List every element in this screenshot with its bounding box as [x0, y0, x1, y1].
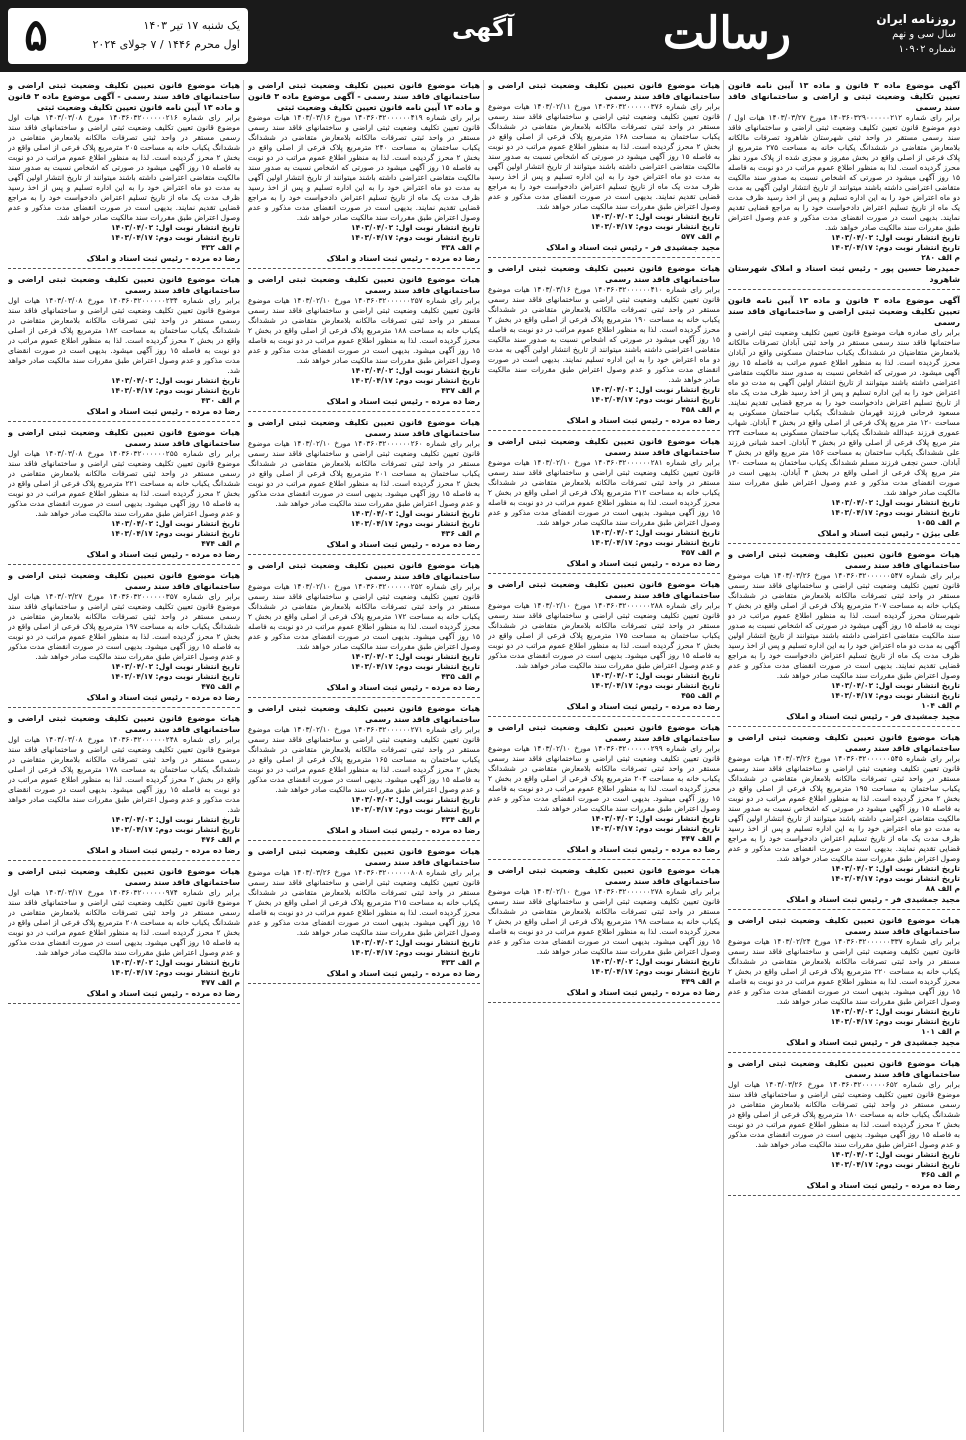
publish-date-first: تاریخ انتشار نوبت اول: ۱۴۰۳/۰۴/۰۲: [831, 864, 960, 873]
notice-signature: رضا ده مرده - رئیس ثبت اسناد و املاک: [566, 416, 720, 425]
notice-block: [488, 865, 720, 998]
column-1: [728, 80, 960, 1432]
publish-date-first: تاریخ انتشار نوبت اول: ۱۴۰۳/۰۴/۰۲: [591, 528, 720, 537]
notice-body: برابر رای شماره ۱۴۰۳۶۰۳۲۰۰۰۰۰۰۲۶۰ مورخ ۱۴۰۳/۰۲/۱۰ هیات موضوع قانون تعیین تکلیف وضعیت ثبتی اراضی و ساختمانهای فاقد سند رسمی مستقر در واحد ثبتی تصرفات مالکانه بلامعارض متقاضی در ششدانگ یکباب ساختمان به مساحت ۲۰۱ مترمربع پلاک فرعی از اصلی واقع در بخش ۲ محرز گردیده است. لذا به منظور اطلاع عموم مراتب در دو نوبت به فاصله ۱۵ روز آگهی میشود. بدیهی است در صورت انقضای مدت مذکور و عدم وصول اعتراض طبق مقررات سند مالکیت صادر خواهد شد.: [248, 439, 480, 508]
notice-divider: [728, 289, 960, 290]
notice-divider: [488, 430, 720, 431]
notice-body: برابر رای شماره ۱۴۰۳۶۰۳۲۰۰۰۰۰۰۲۳۴ مورخ ۱۴۰۳/۰۳/۰۸ هیات اول موضوع قانون تعیین تکلیف وضعیت ثبتی اراضی و ساختمانهای فاقد سند رسمی مستقر در واحد ثبتی تصرفات مالکانه بلامعارض متقاضی در ششدانگ یکباب ساختمان به مساحت ۱۸۲ مترمربع پلاک فرعی از اصلی واقع در بخش ۲ محرز گردیده است. لذا به منظور اطلاع عموم مراتب در دو نوبت به فاصله ۱۵ روز آگهی میشود. بدیهی است در صورت انقضای مدت مذکور و عدم وصول اعتراض طبق مقررات سند مالکیت صادر خواهد شد.: [8, 296, 240, 375]
page-info-box: [8, 8, 248, 64]
publish-date-first: تاریخ انتشار نوبت اول: ۱۴۰۳/۰۴/۰۲: [591, 385, 720, 394]
notice-block: [488, 579, 720, 712]
notice-reference: م الف ۴۴۹: [681, 977, 720, 986]
publish-date-second: تاریخ انتشار نوبت دوم: ۱۴۰۳/۰۴/۱۷: [830, 1017, 960, 1026]
notice-block: [488, 722, 720, 855]
notice-block: [8, 427, 240, 560]
notice-block: [8, 713, 240, 856]
notice-reference: م الف ۴۷۷: [201, 978, 240, 987]
masthead: [0, 0, 966, 72]
notice-body: برابر رای شماره ۱۴۰۳۶۰۳۲۰۰۰۰۰۰۴۱۹ مورخ ۱۴۰۳/۰۳/۱۶ هیات موضوع قانون تعیین تکلیف وضعیت ثبتی اراضی و ساختمانهای فاقد سند رسمی مستقر در واحد ثبتی تصرفات مالکانه بلامعارض متقاضی در ششدانگ یکباب ساختمان به مساحت ۲۴۰ مترمربع پلاک فرعی از اصلی واقع در بخش ۲ محرز گردیده است. لذا به منظور اطلاع عموم مراتب در دو نوبت به فاصله ۱۵ روز آگهی میشود در صورتی که اشخاص نسبت به صدور سند مالکیت متقاضی اعتراضی داشته باشند میتوانند از تاریخ انتشار اولین آگهی به مدت دو ماه اعتراض خود را به این اداره تسلیم و پس از اخذ رسید ظرف مدت یک ماه از تاریخ تسلیم اعتراض دادخواست خود را به مراجع قضایی تقدیم نمایند. بدیهی است در صورت انقضای مدت مذکور و عدم وصول اعتراض طبق مقررات سند مالکیت صادر خواهد شد.: [248, 113, 480, 222]
publish-date-first: تاریخ انتشار نوبت اول: ۱۴۰۳/۰۴/۰۲: [591, 671, 720, 680]
columns-area: [6, 80, 960, 1432]
notice-body: برابر رای شماره ۱۴۰۳۶۰۳۲۰۰۰۰۰۰۲۴۸ مورخ ۱۴۰۳/۰۳/۰۸ هیات اول موضوع قانون تعیین تکلیف وضعیت ثبتی اراضی و ساختمانهای فاقد سند رسمی مستقر در واحد ثبتی تصرفات مالکانه بلامعارض متقاضی در ششدانگ یکباب ساختمان به مساحت ۱۷۸ مترمربع پلاک فرعی از اصلی واقع در بخش ۲ محرز گردیده است. لذا به منظور اطلاع عموم مراتب در دو نوبت به فاصله ۱۵ روز آگهی میشود. بدیهی است در صورت انقضای مدت مذکور و عدم وصول اعتراض طبق مقررات سند مالکیت صادر خواهد شد.: [8, 735, 240, 814]
notice-body: برابر رای شماره ۱۴۰۳۶۰۳۲۰۰۰۰۰۰۵۴۷ مورخ ۱۴۰۳/۰۳/۲۶ هیات موضوع قانون تعیین تکلیف وضعیت ثبتی اراضی و ساختمانهای فاقد سند رسمی مستقر در واحد ثبتی تصرفات مالکانه بلامعارض متقاضی در ششدانگ یکباب خانه به مساحت ۲۰۷ مترمربع پلاک فرعی از اصلی واقع در بخش ۲ شهرستان محرز گردیده است. لذا به منظور اطلاع عموم مراتب در دو نوبت به فاصله ۱۵ روز آگهی میشود در صورتی که اشخاص نسبت به صدور سند مالکیت متقاضی اعتراضی داشته باشند میتوانند از تاریخ انتشار اولین آگهی به مدت دو ماه اعتراض خود را به این اداره تسلیم و پس از اخذ رسید ظرف مدت یک ماه از تاریخ تسلیم اعتراض دادخواست خود را به مراجع قضایی تقدیم نمایند. بدیهی است در صورت انقضای مدت مذکور و عدم وصول اعتراض طبق مقررات سند مالکیت صادر خواهد شد.: [728, 571, 960, 680]
notice-reference: م الف ۴۷۶: [201, 835, 240, 844]
publish-date-first: تاریخ انتشار نوبت اول: ۱۴۰۳/۰۴/۰۲: [591, 212, 720, 221]
notice-heading: هیات موضوع قانون تعیین تکلیف وضعیت ثبتی اراضی و ساختمانهای فاقد سند رسمی: [488, 437, 720, 457]
publish-date-second: تاریخ انتشار نوبت دوم: ۱۴۰۳/۰۴/۱۷: [830, 1160, 960, 1169]
notice-body: برابر رای شماره ۱۴۰۳۶۰۳۲۰۰۰۰۰۰۹۷۴ مورخ ۱۴۰۳/۰۳/۱۷ هیات اول موضوع قانون تعیین تکلیف وضعیت ثبتی اراضی و ساختمانهای فاقد سند رسمی مستقر در واحد ثبتی تصرفات مالکانه بلامعارض متقاضی در ششدانگ یکباب خانه به مساحت ۲۰۸ مترمربع پلاک فرعی از اصلی واقع در بخش ۲ محرز گردیده است. لذا به منظور اطلاع عموم مراتب در دو نوبت به فاصله ۱۵ روز آگهی میشود. بدیهی است در صورت انقضای مدت مذکور و عدم وصول اعتراض طبق مقررات سند مالکیت صادر خواهد شد.: [8, 888, 240, 957]
column-divider: [723, 80, 724, 1432]
newspaper-logo: رسالت: [662, 8, 791, 59]
notice-signature: رضا ده مرده - رئیس ثبت اسناد و املاک: [326, 683, 480, 692]
publish-date-second: تاریخ انتشار نوبت دوم: ۱۴۰۳/۰۴/۱۷: [830, 874, 960, 883]
notice-signature: رضا ده مرده - رئیس ثبت اسناد و املاک: [86, 407, 240, 416]
notice-block: [8, 570, 240, 703]
notice-reference: م الف ۴۳۸: [441, 243, 480, 252]
notice-reference: م الف ۴۳۷: [441, 386, 480, 395]
notice-reference: م الف ۴۳۰: [201, 396, 240, 405]
notice-signature: رضا ده مرده - رئیس ثبت اسناد و املاک: [326, 540, 480, 549]
notice-signature: رضا ده مرده - رئیس ثبت اسناد و املاک: [326, 254, 480, 263]
publish-date-first: تاریخ انتشار نوبت اول: ۱۴۰۳/۰۴/۰۲: [351, 366, 480, 375]
notice-signature: رضا ده مرده - رئیس ثبت اسناد و املاک: [86, 550, 240, 559]
notice-heading: هیات موضوع قانون تعیین تکلیف وضعیت ثبتی اراضی و ساختمانهای فاقد سند رسمی: [488, 723, 720, 743]
notice-block: [248, 417, 480, 550]
publish-date-first: تاریخ انتشار نوبت اول: ۱۴۰۳/۰۴/۰۲: [831, 233, 960, 242]
notice-heading: هیات موضوع قانون تعیین تکلیف وضعیت ثبتی اراضی و ساختمانهای فاقد سند رسمی: [488, 264, 720, 284]
publish-date-second: تاریخ انتشار نوبت دوم: ۱۴۰۳/۰۴/۱۷: [830, 691, 960, 700]
notice-signature: مجید جمشیدی فر - رئیس ثبت اسناد و املاک: [546, 243, 720, 252]
notice-divider: [8, 421, 240, 422]
notice-heading: هیات موضوع قانون تعیین تکلیف وضعیت ثبتی اراضی و ساختمانهای فاقد سند رسمی: [488, 866, 720, 886]
publish-date-first: تاریخ انتشار نوبت اول: ۱۴۰۳/۰۴/۰۲: [111, 519, 240, 528]
notice-signature: حمیدرضا حسین پور - رئیس ثبت اسناد و املاک شهرستان شاهرود: [728, 264, 960, 284]
notice-heading: هیات موضوع قانون تعیین تکلیف وضعیت ثبتی اراضی و ساختمانهای فاقد سند رسمی: [488, 81, 720, 101]
publish-date-first: تاریخ انتشار نوبت اول: ۱۴۰۳/۰۴/۰۲: [351, 938, 480, 947]
notice-signature: رضا ده مرده - رئیس ثبت اسناد و املاک: [326, 969, 480, 978]
publish-date-second: تاریخ انتشار نوبت دوم: ۱۴۰۳/۰۴/۱۷: [110, 529, 240, 538]
notice-divider: [248, 840, 480, 841]
year-label: سال سی و نهم: [892, 29, 956, 40]
publish-date-second: تاریخ انتشار نوبت دوم: ۱۴۰۳/۰۴/۱۷: [350, 662, 480, 671]
notice-block: [728, 295, 960, 539]
notice-block: [488, 263, 720, 426]
issue-label: شماره ۱۰۹۰۲: [898, 44, 956, 55]
brand-name: روزنامه ایران: [876, 12, 956, 26]
publish-date-first: تاریخ انتشار نوبت اول: ۱۴۰۳/۰۴/۰۲: [591, 814, 720, 823]
publish-date-first: تاریخ انتشار نوبت اول: ۱۴۰۳/۰۴/۰۲: [831, 681, 960, 690]
notice-heading: هیات موضوع قانون تعیین تکلیف وضعیت ثبتی اراضی و ساختمانهای فاقد سند رسمی: [728, 916, 960, 936]
notice-signature: رضا ده مرده - رئیس ثبت اسناد و املاک: [566, 559, 720, 568]
publish-date-first: تاریخ انتشار نوبت اول: ۱۴۰۳/۰۴/۰۲: [831, 1150, 960, 1159]
notice-heading: هیات موضوع قانون تعیین تکلیف وضعیت ثبتی اراضی و ساختمانهای فاقد سند رسمی: [8, 867, 240, 887]
notice-divider: [488, 573, 720, 574]
notice-signature: مجید جمشیدی فر - رئیس ثبت اسناد و املاک: [786, 895, 960, 904]
publish-date-second: تاریخ انتشار نوبت دوم: ۱۴۰۳/۰۴/۱۷: [350, 948, 480, 957]
publish-date-second: تاریخ انتشار نوبت دوم: ۱۴۰۳/۰۴/۱۷: [830, 243, 960, 252]
notice-block: [8, 80, 240, 264]
notice-body: برابر رای شماره ۱۴۰۳۶۰۳۲۰۰۰۰۰۰۲۸۱ مورخ ۱۴۰۳/۰۲/۱۰ هیات موضوع قانون تعیین تکلیف وضعیت ثبتی اراضی و ساختمانهای فاقد سند رسمی مستقر در واحد ثبتی تصرفات مالکانه بلامعارض متقاضی در ششدانگ یکباب خانه به مساحت ۲۱۲ مترمربع پلاک فرعی از اصلی واقع در بخش ۲ محرز گردیده است. لذا به منظور اطلاع عموم مراتب در دو نوبت به فاصله ۱۵ روز آگهی میشود. بدیهی است در صورت انقضای مدت مذکور و عدم وصول اعتراض طبق مقررات سند مالکیت صادر خواهد شد.: [488, 458, 720, 527]
notice-reference: م الف ۴۷۵: [201, 682, 240, 691]
publish-date-first: تاریخ انتشار نوبت اول: ۱۴۰۳/۰۴/۰۲: [111, 815, 240, 824]
page-number: ۵: [24, 10, 48, 61]
notice-heading: هیات موضوع قانون تعیین تکلیف وضعیت ثبتی اراضی و ساختمانهای فاقد سند رسمی: [8, 571, 240, 591]
date-block: [60, 16, 240, 54]
notice-signature: رضا ده مرده - رئیس ثبت اسناد و املاک: [86, 693, 240, 702]
publish-date-first: تاریخ انتشار نوبت اول: ۱۴۰۳/۰۴/۰۲: [111, 662, 240, 671]
notice-divider: [488, 716, 720, 717]
notice-reference: م الف ۴۳۲: [201, 243, 240, 252]
notice-heading: هیات موضوع قانون تعیین تکلیف وضعیت ثبتی اراضی و ساختمانهای فاقد سند رسمی: [8, 275, 240, 295]
notice-body: برابر رای شماره ۱۴۰۳۶۰۳۲۰۰۰۰۰۰۲۵۲ مورخ ۱۴۰۳/۰۲/۱۰ هیات موضوع قانون تعیین تکلیف وضعیت ثبتی اراضی و ساختمانهای فاقد سند رسمی مستقر در واحد ثبتی تصرفات مالکانه بلامعارض متقاضی در ششدانگ یکباب خانه به مساحت ۱۷۲ مترمربع پلاک فرعی از اصلی واقع در بخش ۲ محرز گردیده است. لذا به منظور اطلاع عموم مراتب در دو نوبت به فاصله ۱۵ روز آگهی میشود. بدیهی است در صورت انقضای مدت مذکور و عدم وصول اعتراض طبق مقررات سند مالکیت صادر خواهد شد.: [248, 582, 480, 651]
notice-body: برابر رای شماره ۱۴۰۳۶۰۳۲۰۰۰۰۰۰۸۰۸ مورخ ۱۴۰۳/۰۳/۲۶ هیات موضوع قانون تعیین تکلیف وضعیت ثبتی اراضی و ساختمانهای فاقد سند رسمی مستقر در واحد ثبتی تصرفات مالکانه بلامعارض متقاضی در ششدانگ یکباب خانه به مساحت ۲۱۵ مترمربع پلاک فرعی از اصلی واقع در بخش ۲ محرز گردیده است. لذا به منظور اطلاع عموم مراتب در دو نوبت به فاصله ۱۵ روز آگهی میشود. بدیهی است در صورت انقضای مدت مذکور و عدم وصول اعتراض طبق مقررات سند مالکیت صادر خواهد شد.: [248, 868, 480, 937]
notice-heading: هیات موضوع قانون تعیین تکلیف وضعیت ثبتی اراضی و ساختمانهای فاقد سند رسمی: [248, 704, 480, 724]
notice-divider: [728, 1052, 960, 1053]
publish-date-first: تاریخ انتشار نوبت اول: ۱۴۰۳/۰۴/۰۲: [351, 652, 480, 661]
notice-reference: م الف ۲۸۰: [921, 253, 960, 262]
notice-body: برابر رای شماره ۱۴۰۳۶۰۳۲۰۰۰۰۰۰۳۳۷ مورخ ۱۴۰۳/۰۲/۲۴ هیات موضوع قانون تعیین تکلیف وضعیت ثبتی اراضی و ساختمانهای فاقد سند رسمی مستقر در واحد ثبتی تصرفات مالکانه بلامعارض متقاضی در ششدانگ یکباب خانه به مساحت ۲۲۰ مترمربع پلاک فرعی از اصلی واقع در بخش ۲ محرز گردیده است. لذا به منظور اطلاع عموم مراتب در دو نوبت به فاصله ۱۵ روز آگهی میشود. بدیهی است در صورت انقضای مدت مذکور و عدم وصول اعتراض طبق مقررات سند مالکیت صادر خواهد شد.: [728, 937, 960, 1006]
publish-date-second: تاریخ انتشار نوبت دوم: ۱۴۰۳/۰۴/۱۷: [110, 386, 240, 395]
notice-body: برابر رای شماره ۱۴۰۳۶۰۳۲۰۰۰۰۰۰۲۵۷ مورخ ۱۴۰۳/۰۲/۱۰ هیات موضوع قانون تعیین تکلیف وضعیت ثبتی اراضی و ساختمانهای فاقد سند رسمی مستقر در واحد ثبتی تصرفات مالکانه بلامعارض متقاضی در ششدانگ یکباب خانه به مساحت ۱۸۸ مترمربع پلاک فرعی از اصلی واقع در بخش ۲ محرز گردیده است. لذا به منظور اطلاع عموم مراتب در دو نوبت به فاصله ۱۵ روز آگهی میشود. بدیهی است در صورت انقضای مدت مذکور و عدم وصول اعتراض طبق مقررات سند مالکیت صادر خواهد شد.: [248, 296, 480, 365]
notice-block: [8, 274, 240, 417]
publish-date-second: تاریخ انتشار نوبت دوم: ۱۴۰۳/۰۴/۱۷: [350, 233, 480, 242]
notice-block: [728, 915, 960, 1048]
notice-divider: [8, 1003, 240, 1004]
notice-heading: آگهی موضوع ماده ۳ قانون و ماده ۱۳ آیین نامه قانون تعیین تکلیف وضعیت ثبتی و اراضی و ساختمانهای فاقد سند رسمی: [728, 81, 960, 112]
notice-body: برابر رای شماره ۱۴۰۳۶۰۳۲۰۰۰۰۰۰۶۵۲ مورخ ۱۴۰۳/۰۳/۲۶ هیات اول موضوع قانون تعیین تکلیف وضعیت ثبتی اراضی و ساختمانهای فاقد سند رسمی مستقر در واحد ثبتی تصرفات مالکانه بلامعارض متقاضی در ششدانگ یکباب خانه به مساحت ۱۸۰ مترمربع پلاک فرعی از اصلی واقع در بخش ۲ محرز گردیده است. لذا به منظور اطلاع عموم مراتب در دو نوبت به فاصله ۱۵ روز آگهی میشود. بدیهی است در صورت انقضای مدت مذکور و عدم وصول اعتراض طبق مقررات سند مالکیت صادر خواهد شد.: [728, 1080, 960, 1149]
notice-block: [488, 436, 720, 569]
notice-block: [728, 549, 960, 722]
notice-divider: [728, 1195, 960, 1196]
notice-reference: م الف ۴۵۷: [681, 548, 720, 557]
publish-date-second: تاریخ انتشار نوبت دوم: ۱۴۰۳/۰۴/۱۷: [110, 233, 240, 242]
notice-signature: رضا ده مرده - رئیس ثبت اسناد و املاک: [86, 846, 240, 855]
publish-date-second: تاریخ انتشار نوبت دوم: ۱۴۰۳/۰۴/۱۷: [110, 825, 240, 834]
notice-block: [728, 732, 960, 905]
publish-date-first: تاریخ انتشار نوبت اول: ۱۴۰۳/۰۴/۰۲: [831, 498, 960, 507]
notice-signature: مجید جمشیدی فر - رئیس ثبت اسناد و املاک: [786, 1038, 960, 1047]
column-2: [488, 80, 720, 1432]
notice-reference: م الف ۱۰۵۵: [916, 518, 960, 527]
notice-signature: مجید جمشیدی فر - رئیس ثبت اسناد و املاک: [786, 712, 960, 721]
notice-reference: م الف ۴۴۷: [681, 834, 720, 843]
notice-block: [248, 274, 480, 407]
publish-date-second: تاریخ انتشار نوبت دوم: ۱۴۰۳/۰۴/۱۷: [590, 538, 720, 547]
column-divider: [483, 80, 484, 1432]
notice-signature: رضا ده مرده - رئیس ثبت اسناد و املاک: [566, 845, 720, 854]
notice-block: [248, 560, 480, 693]
publish-date-first: تاریخ انتشار نوبت اول: ۱۴۰۳/۰۴/۰۲: [351, 509, 480, 518]
notice-heading: هیات موضوع قانون تعیین تکلیف وضعیت ثبتی اراضی و ساختمانهای فاقد سند رسمی: [248, 418, 480, 438]
notice-heading: هیات موضوع قانون تعیین تکلیف وضعیت ثبتی اراضی و ساختمانهای فاقد سند رسمی: [248, 275, 480, 295]
notice-heading: هیات موضوع قانون تعیین تکلیف وضعیت ثبتی اراضی و ساختمانهای فاقد سند رسمی: [248, 847, 480, 867]
notice-body: برابر رای شماره ۱۴۰۳۶۰۳۲۰۰۰۰۰۰۴۱۰ مورخ ۱۴۰۳/۰۳/۱۶ هیات موضوع قانون تعیین تکلیف وضعیت ثبتی اراضی و ساختمانهای فاقد سند رسمی مستقر در واحد ثبتی تصرفات مالکانه بلامعارض متقاضی در ششدانگ یکباب خانه به مساحت ۱۹۰ مترمربع پلاک فرعی از اصلی واقع در بخش ۲ محرز گردیده است. لذا به منظور اطلاع عموم مراتب در دو نوبت به فاصله ۱۵ روز آگهی میشود در صورتی که اشخاص نسبت به صدور سند مالکیت متقاضی اعتراضی داشته باشند میتوانند از تاریخ انتشار اولین آگهی به مدت دو ماه اعتراض خود را به این اداره تسلیم نمایند. بدیهی است در صورت انقضای مدت مذکور و عدم وصول اعتراض طبق مقررات سند مالکیت صادر خواهد شد.: [488, 285, 720, 384]
notice-signature: رضا ده مرده - رئیس ثبت اسناد و املاک: [326, 397, 480, 406]
publish-date-second: تاریخ انتشار نوبت دوم: ۱۴۰۳/۰۴/۱۷: [590, 824, 720, 833]
notice-body: برابر رای شماره ۱۴۰۳۶۰۳۲۰۰۰۰۰۰۵۴۵ مورخ ۱۴۰۳/۰۳/۲۶ هیات موضوع قانون تعیین تکلیف وضعیت ثبتی اراضی و ساختمانهای فاقد سند رسمی مستقر در واحد ثبتی تصرفات مالکانه بلامعارض متقاضی در ششدانگ یکباب ساختمان به مساحت ۱۹۵ مترمربع پلاک فرعی از اصلی واقع در بخش ۲ محرز گردیده است. لذا به منظور اطلاع عموم مراتب در دو نوبت به فاصله ۱۵ روز آگهی میشود در صورتی که اشخاص نسبت به صدور سند مالکیت متقاضی اعتراضی داشته باشند میتوانند از تاریخ انتشار اولین آگهی به مدت دو ماه اعتراض خود را به این اداره تسلیم و پس از اخذ رسید ظرف مدت یک ماه از تاریخ تسلیم اعتراض دادخواست خود را به مراجع قضایی تقدیم نمایند. بدیهی است در صورت انقضای مدت مذکور و عدم وصول اعتراض طبق مقررات سند مالکیت صادر خواهد شد.: [728, 754, 960, 863]
notice-reference: م الف ۴۳۶: [441, 529, 480, 538]
notice-body: برابر رای شماره ۱۴۰۳۶۰۳۲۰۰۰۰۰۰۲۷۸ مورخ ۱۴۰۳/۰۲/۱۰ هیات موضوع قانون تعیین تکلیف وضعیت ثبتی اراضی و ساختمانهای فاقد سند رسمی مستقر در واحد ثبتی تصرفات مالکانه بلامعارض متقاضی در ششدانگ یکباب خانه به مساحت ۱۹۸ مترمربع پلاک فرعی از اصلی واقع در بخش ۲ محرز گردیده است. لذا به منظور اطلاع عموم مراتب در دو نوبت به فاصله ۱۵ روز آگهی میشود. بدیهی است در صورت انقضای مدت مذکور و عدم وصول اعتراض طبق مقررات سند مالکیت صادر خواهد شد.: [488, 887, 720, 956]
publish-date-second: تاریخ انتشار نوبت دوم: ۱۴۰۳/۰۴/۱۷: [590, 681, 720, 690]
notice-signature: رضا ده مرده - رئیس ثبت اسناد و املاک: [326, 826, 480, 835]
publish-date-first: تاریخ انتشار نوبت اول: ۱۴۰۳/۰۴/۰۲: [351, 223, 480, 232]
publish-date-first: تاریخ انتشار نوبت اول: ۱۴۰۳/۰۴/۰۲: [111, 376, 240, 385]
notice-divider: [248, 697, 480, 698]
notice-body: برابر رای شماره ۱۴۰۳۶۰۳۲۰۰۰۰۰۰۲۹۹ مورخ ۱۴۰۳/۰۲/۱۰ هیات موضوع قانون تعیین تکلیف وضعیت ثبتی اراضی و ساختمانهای فاقد سند رسمی مستقر در واحد ثبتی تصرفات مالکانه بلامعارض متقاضی در ششدانگ یکباب خانه به مساحت ۲۰۳ مترمربع پلاک فرعی از اصلی واقع در بخش ۲ محرز گردیده است. لذا به منظور اطلاع عموم مراتب در دو نوبت به فاصله ۱۵ روز آگهی میشود. بدیهی است در صورت انقضای مدت مذکور و عدم وصول اعتراض طبق مقررات سند مالکیت صادر خواهد شد.: [488, 744, 720, 813]
publish-date-second: تاریخ انتشار نوبت دوم: ۱۴۰۳/۰۴/۱۷: [110, 672, 240, 681]
notice-reference: م الف ۱۰۴: [921, 701, 960, 710]
notice-reference: م الف ۴۳۳: [441, 958, 480, 967]
notice-block: [248, 846, 480, 979]
notice-signature: رضا ده مرده - رئیس ثبت اسناد و املاک: [806, 1181, 960, 1190]
notice-reference: م الف ۱۰۱: [921, 1027, 960, 1036]
notice-divider: [488, 1002, 720, 1003]
publish-date-first: تاریخ انتشار نوبت اول: ۱۴۰۳/۰۴/۰۲: [831, 1007, 960, 1016]
notice-heading: هیات موضوع قانون تعیین تکلیف وضعیت ثبتی اراضی و ساختمانهای فاقد سند رسمی: [8, 714, 240, 734]
notice-signature: رضا ده مرده - رئیس ثبت اسناد و املاک: [566, 988, 720, 997]
notice-heading: هیات موضوع قانون تعیین تکلیف وضعیت ثبتی اراضی و ساختمانهای فاقد سند رسمی: [728, 733, 960, 753]
notice-divider: [8, 268, 240, 269]
publish-date-second: تاریخ انتشار نوبت دوم: ۱۴۰۳/۰۴/۱۷: [590, 222, 720, 231]
notice-heading: آگهی موضوع ماده ۳ قانون و ماده ۱۳ آیین نامه قانون تعیین تکلیف وضعیت ثبتی اراضی و ساختمانهای فاقد سند رسمی: [728, 296, 960, 327]
notice-heading: هیات موضوع قانون تعیین تکلیف وضعیت ثبتی اراضی و ساختمانهای فاقد سند رسمی: [488, 580, 720, 600]
publish-date-second: تاریخ انتشار نوبت دوم: ۱۴۰۳/۰۴/۱۷: [110, 968, 240, 977]
notice-signature: رضا ده مرده - رئیس ثبت اسناد و املاک: [86, 254, 240, 263]
publish-date-second: تاریخ انتشار نوبت دوم: ۱۴۰۳/۰۴/۱۷: [590, 967, 720, 976]
notice-divider: [248, 411, 480, 412]
date-other: اول محرم ۱۴۴۶ / ۷ جولای ۲۰۲۴: [92, 38, 240, 51]
notice-body: برابر رای صادره هیات موضوع قانون تعیین تکلیف وضعیت ثبتی اراضی و ساختمانها فاقد سند رسمی مستقر در واحد ثبتی آبادان تصرفات مالکانه بلامعارض متقاضیان در ششدانگ یکباب ساختمان مسکونی واقع در آبادان محرز گردیده است. لذا به منظور اطلاع عموم مراتب به فاصله ۱۵ روز آگهی میشود. در صورتی که اشخاص نسبت به صدور سند مالکیت متقاضی اعتراضی داشته باشند میتوانند از تاریخ انتشار اولین آگهی به مدت دو ماه اعتراض خود را به این اداره تسلیم و پس از اخذ رسید ظرف مدت یک ماه از تاریخ تسلیم اعتراض دادخواست خود را به مرجع قضایی تقدیم نمایند. مسعود فرحانی فرزند قهرمان ششدانگ یکباب ساختمان مسکونی به مساحت ۱۲۰ متر مربع پلاک فرعی از اصلی واقع در بخش ۳ آبادان. شهاب عموری فرزند عبدالله ششدانگ یکباب ساختمان مسکونی به مساحت ۲۲۴ متر مربع پلاک فرعی از اصلی واقع در بخش ۳ آبادان. احمد شبانی فرزند علی ششدانگ یکباب ساختمان به مساحت ۱۵۶ متر مربع واقع در بخش ۳ آبادان. حسن نجفی فرزند مسلم ششدانگ یکباب ساختمان به مساحت ۱۳۰ متر مربع پلاک فرعی از اصلی واقع در بخش ۳ آبادان. بدیهی است در صورت انقضای مدت مذکور و عدم وصول اعتراض طبق مقررات سند مالکیت صادر خواهد شد.: [728, 328, 960, 497]
notice-divider: [728, 909, 960, 910]
notice-divider: [8, 860, 240, 861]
notice-reference: م الف ۸۸: [925, 884, 960, 893]
notice-heading: هیات موضوع قانون تعیین تکلیف وضعیت ثبتی اراضی و ساختمانهای فاقد سند رسمی - آگهی موضوع ماده ۳ قانون و ماده ۱۳ آیین نامه قانون تعیین تکلیف وضعیت ثبتی: [248, 81, 480, 112]
column-divider: [243, 80, 244, 1432]
notice-divider: [488, 859, 720, 860]
publish-date-second: تاریخ انتشار نوبت دوم: ۱۴۰۳/۰۴/۱۷: [830, 508, 960, 517]
section-title: آگهی: [451, 14, 515, 42]
notice-block: [728, 80, 960, 285]
notice-divider: [488, 257, 720, 258]
notice-divider: [248, 983, 480, 984]
notice-body: برابر رای شماره ۱۴۰۳۶۰۳۲۰۰۰۰۰۰۲۵۵ مورخ ۱۴۰۳/۰۳/۰۸ هیات اول موضوع قانون تعیین تکلیف وضعیت ثبتی اراضی و ساختمانهای فاقد سند رسمی مستقر در واحد ثبتی تصرفات مالکانه بلامعارض متقاضی در ششدانگ یکباب خانه به مساحت ۲۲۱ مترمربع پلاک فرعی از اصلی واقع در بخش ۲ محرز گردیده است. لذا به منظور اطلاع عموم مراتب در دو نوبت به فاصله ۱۵ روز آگهی میشود. بدیهی است در صورت انقضای مدت مذکور و عدم وصول اعتراض طبق مقررات سند مالکیت صادر خواهد شد.: [8, 449, 240, 518]
notice-body: برابر رای شماره ۱۴۰۳۶۰۳۲۹۰۰۰۰۰۰۲۱۲ مورخ ۱۴۰۳/۰۳/۲۷ هیات اول / دوم موضوع قانون تعیین تکلیف وضعیت ثبتی اراضی و ساختمانهای فاقد سند رسمی مستقر در واحد ثبتی شهرستان شاهرود تصرفات مالکانه بلامعارض متقاضی در ششدانگ یکباب خانه به مساحت ۲۷۵ مترمربع از پلاک فرعی از اصلی واقع در بخش مفروز و مجزی شده از پلاک مورد نظر محرز گردیده است. لذا به منظور اطلاع عموم مراتب در دو نوبت به فاصله ۱۵ روز آگهی میشود در صورتی که اشخاص نسبت به صدور سند مالکیت متقاضی اعتراضی داشته باشند میتوانند از تاریخ انتشار اولین آگهی به مدت دو ماه اعتراض خود را به این اداره تسلیم و پس از اخذ رسید ظرف مدت یک ماه از تاریخ تسلیم اعتراض دادخواست خود را به مراجع قضایی تقدیم نمایند. بدیهی است در صورت انقضای مدت مذکور و عدم وصول اعتراض طبق مقررات سند مالکیت صادر خواهد شد.: [728, 113, 960, 232]
publish-date-first: تاریخ انتشار نوبت اول: ۱۴۰۳/۰۴/۰۲: [591, 957, 720, 966]
notice-reference: م الف ۵۷۷: [681, 232, 720, 241]
notice-reference: م الف ۴۵۸: [681, 405, 720, 414]
notice-reference: م الف ۴۳۵: [441, 672, 480, 681]
column-4: [8, 80, 240, 1432]
notice-block: [488, 80, 720, 253]
notice-block: [248, 80, 480, 264]
notice-block: [248, 703, 480, 836]
date-persian: یک شنبه ۱۷ تیر ۱۴۰۳: [143, 19, 240, 32]
notice-divider: [728, 543, 960, 544]
notice-divider: [728, 726, 960, 727]
notice-body: برابر رای شماره ۱۴۰۳۶۰۳۲۰۰۰۰۰۰۲۱۶ مورخ ۱۴۰۳/۰۳/۰۸ هیات اول موضوع قانون تعیین تکلیف وضعیت ثبتی اراضی و ساختمانهای فاقد سند رسمی مستقر در واحد ثبتی تصرفات مالکانه بلامعارض متقاضی در ششدانگ یکباب خانه به مساحت ۲۰۵ مترمربع پلاک فرعی از اصلی واقع در بخش ۲ محرز گردیده است. لذا به منظور اطلاع عموم مراتب در دو نوبت به فاصله ۱۵ روز آگهی میشود در صورتی که اشخاص نسبت به صدور سند مالکیت متقاضی اعتراضی داشته باشند میتوانند از تاریخ انتشار اولین آگهی به مدت دو ماه اعتراض خود را به این اداره تسلیم و پس از اخذ رسید ظرف مدت یک ماه از تاریخ تسلیم اعتراض دادخواست خود را به مراجع قضایی تقدیم نمایند. بدیهی است در صورت انقضای مدت مذکور و عدم وصول اعتراض طبق مقررات سند مالکیت صادر خواهد شد.: [8, 113, 240, 222]
notice-block: [8, 866, 240, 999]
notice-heading: هیات موضوع قانون تعیین تکلیف وضعیت ثبتی اراضی و ساختمانهای فاقد سند رسمی: [248, 561, 480, 581]
notice-heading: هیات موضوع قانون تعیین تکلیف وضعیت ثبتی اراضی و ساختمانهای فاقد سند رسمی: [728, 1059, 960, 1079]
publish-date-second: تاریخ انتشار نوبت دوم: ۱۴۰۳/۰۴/۱۷: [590, 395, 720, 404]
notice-reference: م الف ۴۳۴: [441, 815, 480, 824]
publish-date-first: تاریخ انتشار نوبت اول: ۱۴۰۳/۰۴/۰۲: [351, 795, 480, 804]
publish-date-second: تاریخ انتشار نوبت دوم: ۱۴۰۳/۰۴/۱۷: [350, 519, 480, 528]
notice-heading: هیات موضوع قانون تعیین تکلیف وضعیت ثبتی اراضی و ساختمانهای فاقد سند رسمی: [8, 428, 240, 448]
notice-divider: [8, 564, 240, 565]
publish-date-first: تاریخ انتشار نوبت اول: ۱۴۰۳/۰۴/۰۲: [111, 958, 240, 967]
notice-divider: [248, 268, 480, 269]
notice-signature: رضا ده مرده - رئیس ثبت اسناد و املاک: [566, 702, 720, 711]
notice-divider: [8, 707, 240, 708]
notice-signature: رضا ده مرده - رئیس ثبت اسناد و املاک: [86, 989, 240, 998]
notice-block: [728, 1058, 960, 1191]
publish-date-first: تاریخ انتشار نوبت اول: ۱۴۰۳/۰۴/۰۲: [111, 223, 240, 232]
notice-reference: م الف ۴۷۴: [201, 539, 240, 548]
notice-body: برابر رای شماره ۱۴۰۳۶۰۳۲۰۰۰۰۰۰۳۵۷ مورخ ۱۴۰۳/۰۳/۲۷ هیات اول موضوع قانون تعیین تکلیف وضعیت ثبتی اراضی و ساختمانهای فاقد سند رسمی مستقر در واحد ثبتی تصرفات مالکانه بلامعارض متقاضی در ششدانگ یکباب خانه به مساحت ۱۹۷ مترمربع پلاک فرعی از اصلی واقع در بخش ۲ محرز گردیده است. لذا به منظور اطلاع عموم مراتب در دو نوبت به فاصله ۱۵ روز آگهی میشود. بدیهی است در صورت انقضای مدت مذکور و عدم وصول اعتراض طبق مقررات سند مالکیت صادر خواهد شد.: [8, 592, 240, 661]
notice-body: برابر رای شماره ۱۴۰۳۶۰۳۲۰۰۰۰۰۰۳۷۶ مورخ ۱۴۰۳/۰۲/۱۱ هیات موضوع قانون تعیین تکلیف وضعیت ثبتی اراضی و ساختمانهای فاقد سند رسمی مستقر در واحد ثبتی تصرفات مالکانه بلامعارض متقاضی در ششدانگ یکباب ساختمان به مساحت ۱۶۸ مترمربع پلاک فرعی از اصلی واقع در بخش ۲ محرز گردیده است. لذا به منظور اطلاع عموم مراتب در دو نوبت به فاصله ۱۵ روز آگهی میشود در صورتی که اشخاص نسبت به صدور سند مالکیت متقاضی اعتراضی داشته باشند میتوانند از تاریخ انتشار اولین آگهی به مدت دو ماه اعتراض خود را به این اداره تسلیم و پس از اخذ رسید ظرف مدت یک ماه از تاریخ تسلیم اعتراض دادخواست خود را به مراجع قضایی تقدیم نمایند. بدیهی است در صورت انقضای مدت مذکور و عدم وصول اعتراض طبق مقررات سند مالکیت صادر خواهد شد.: [488, 102, 720, 211]
column-3: [248, 80, 480, 1432]
publish-date-second: تاریخ انتشار نوبت دوم: ۱۴۰۳/۰۴/۱۷: [350, 805, 480, 814]
notice-heading: هیات موضوع قانون تعیین تکلیف وضعیت ثبتی اراضی و ساختمانهای فاقد سند رسمی - آگهی موضوع ماده ۳ قانون و ماده ۱۳ آیین نامه قانون تعیین تکلیف وضعیت ثبتی: [8, 81, 240, 112]
notice-signature: علی بیژن - رئیس ثبت اسناد و املاک: [817, 529, 960, 538]
notice-reference: م الف ۴۶۵: [921, 1170, 960, 1179]
notice-heading: هیات موضوع قانون تعیین تکلیف وضعیت ثبتی اراضی و ساختمانهای فاقد سند رسمی: [728, 550, 960, 570]
publish-date-second: تاریخ انتشار نوبت دوم: ۱۴۰۳/۰۴/۱۷: [350, 376, 480, 385]
notice-body: برابر رای شماره ۱۴۰۳۶۰۳۲۰۰۰۰۰۰۲۸۸ مورخ ۱۴۰۳/۰۲/۱۰ هیات موضوع قانون تعیین تکلیف وضعیت ثبتی اراضی و ساختمانهای فاقد سند رسمی مستقر در واحد ثبتی تصرفات مالکانه بلامعارض متقاضی در ششدانگ یکباب ساختمان به مساحت ۱۷۵ مترمربع پلاک فرعی از اصلی واقع در بخش ۲ محرز گردیده است. لذا به منظور اطلاع عموم مراتب در دو نوبت به فاصله ۱۵ روز آگهی میشود. بدیهی است در صورت انقضای مدت مذکور و عدم وصول اعتراض طبق مقررات سند مالکیت صادر خواهد شد.: [488, 601, 720, 670]
notice-body: برابر رای شماره ۱۴۰۳۶۰۳۲۰۰۰۰۰۰۲۷۱ مورخ ۱۴۰۳/۰۲/۱۰ هیات موضوع قانون تعیین تکلیف وضعیت ثبتی اراضی و ساختمانهای فاقد سند رسمی مستقر در واحد ثبتی تصرفات مالکانه بلامعارض متقاضی در ششدانگ یکباب ساختمان به مساحت ۱۶۵ مترمربع پلاک فرعی از اصلی واقع در بخش ۲ محرز گردیده است. لذا به منظور اطلاع عموم مراتب در دو نوبت به فاصله ۱۵ روز آگهی میشود. بدیهی است در صورت انقضای مدت مذکور و عدم وصول اعتراض طبق مقررات سند مالکیت صادر خواهد شد.: [248, 725, 480, 794]
notice-divider: [248, 554, 480, 555]
notice-reference: م الف ۴۵۵: [681, 691, 720, 700]
